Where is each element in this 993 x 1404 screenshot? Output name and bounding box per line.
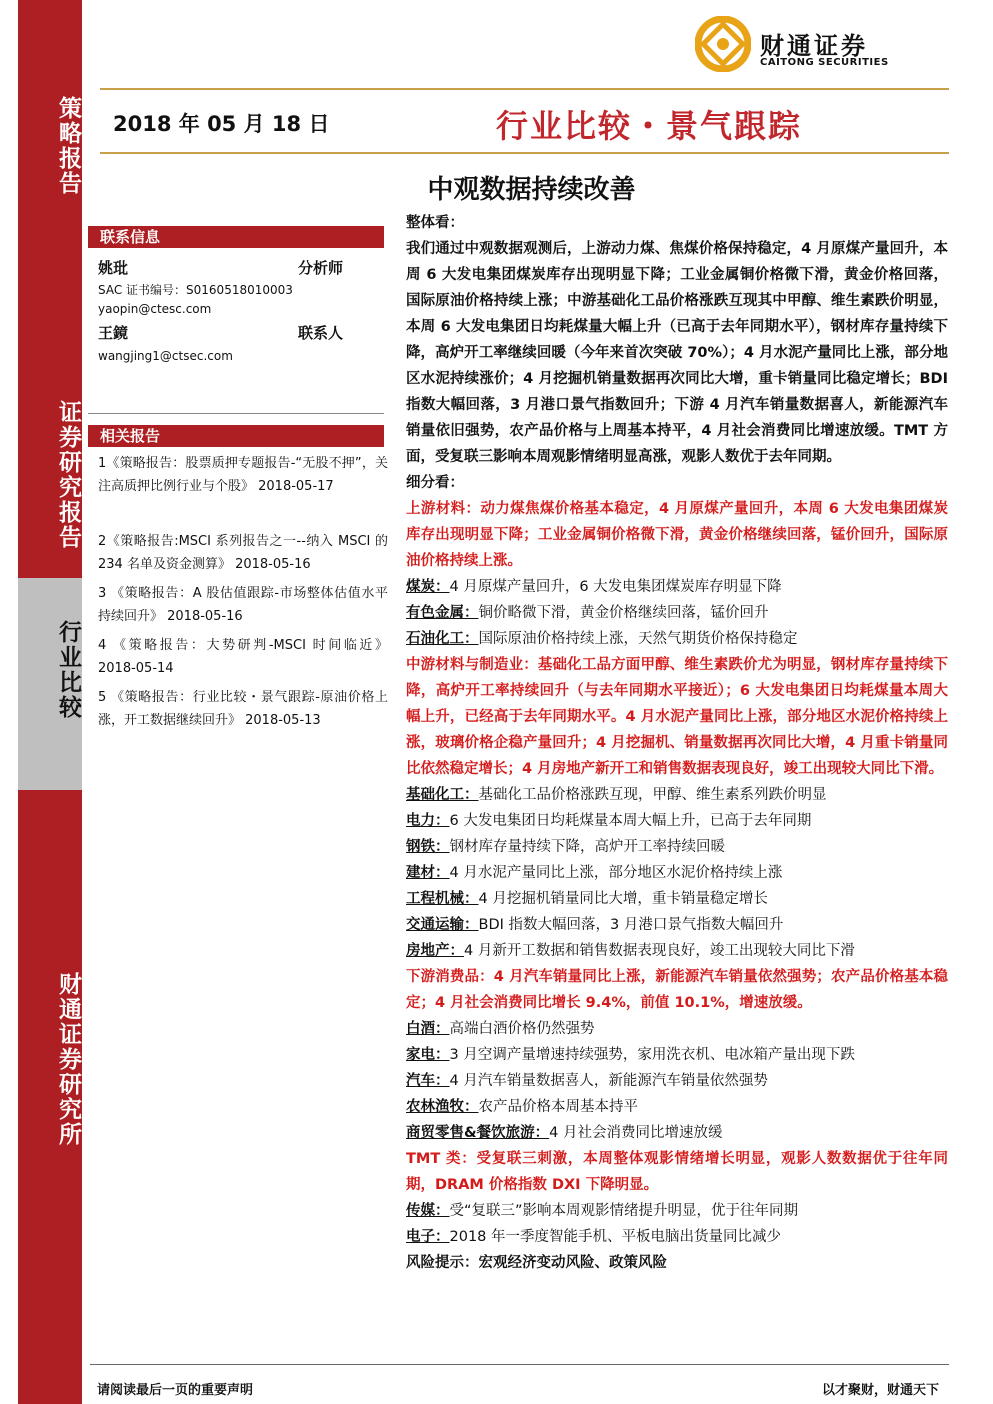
report-date: 2018 年 05 月 18 日 (113, 112, 330, 136)
overall-heading: 整体看： (406, 215, 464, 231)
sector-item: 交通运输：BDI 指数大幅回落，3 月港口景气指数大幅回升 (406, 917, 784, 933)
analyst-role: 分析师 (298, 259, 344, 277)
report-body (406, 210, 948, 1276)
sector-item: 传媒：受“复联三”影响本周观影情绪提升明显，优于往年同期 (406, 1203, 799, 1219)
tmt-summary: TMT 类：受复联三刺激，本周整体观影情绪增长明显，观影人数数据优于往年同期，DRAM 价格指数 DXI 下降明显。 (406, 1151, 948, 1193)
sector-item: 电子：2018 年一季度智能手机、平板电脑出货量同比减少 (406, 1229, 782, 1245)
detail-heading: 细分看： (406, 475, 464, 491)
sector-item: 家电：3 月空调产量增速持续强势，家用洗衣机、电冰箱产量出现下跌 (406, 1047, 855, 1063)
sidebar-tag-strategy: 策略报告 (55, 96, 81, 196)
sector-item: 工程机械：4 月挖掘机销量同比大增，重卡销量稳定增长 (406, 891, 768, 907)
related-item-5[interactable]: 5 《策略报告：行业比较・景气跟踪-原油价格上涨，开工数据继续回升》 2018-05-13 (98, 690, 388, 728)
sidebar-tag-research-report: 证券研究报告 (55, 400, 81, 550)
sector-item: 农林渔牧：农产品价格本周基本持平 (406, 1099, 638, 1115)
sector-item: 有色金属：铜价略微下滑，黄金价格继续回落，锰价回升 (406, 605, 769, 621)
sector-item: 石油化工：国际原油价格持续上涨，天然气期货价格保持稳定 (406, 631, 798, 647)
logo-name-cn: 财通证券 (760, 32, 868, 60)
sector-item: 房地产：4 月新开工数据和销售数据表现良好，竣工出现较大同比下滑 (406, 943, 855, 959)
related-heading: 相关报告 (88, 425, 384, 447)
logo-name-en: CAITONG SECURITIES (760, 57, 889, 68)
sector-item: 基础化工：基础化工品价格涨跌互现，甲醇、维生素系列跌价明显 (406, 787, 827, 803)
caitong-logo-icon (695, 16, 751, 72)
sector-item: 建材：4 月水泥产量同比上涨，部分地区水泥价格持续上涨 (406, 865, 783, 881)
sidebar-tag-institute: 财通证券研究所 (55, 972, 81, 1147)
related-item-1[interactable]: 1《策略报告：股票质押专题报告-“无股不押”，关注高质押比例行业与个股》 2018-05-17 (98, 456, 388, 494)
footer-divider (90, 1364, 949, 1365)
footer-disclaimer: 请阅读最后一页的重要声明 (97, 1383, 254, 1398)
contact-name: 王鏡 (98, 324, 129, 342)
related-item-3[interactable]: 3 《策略报告：A 股估值跟踪-市场整体估值水平持续回升》 2018-05-16 (98, 586, 388, 624)
title-divider (100, 152, 949, 154)
sector-item: 汽车：4 月汽车销量数据喜人，新能源汽车销量依然强势 (406, 1073, 768, 1089)
footer-slogan: 以才聚财，财通天下 (821, 1383, 939, 1398)
report-title: 行业比较・景气跟踪 (496, 107, 803, 145)
analyst-email[interactable]: yaopin@ctesc.com (98, 302, 212, 316)
midstream-summary: 中游材料与制造业：基础化工品方面甲醇、维生素跌价尤为明显，钢材库存量持续下降，高炉开工率持续回升（与去年同期水平接近）；6 大发电集团日均耗煤量本周大幅上升，已经高于去年同期水平。4 月水泥产量同比上涨，部分地区水泥价格持续上涨，玻璃价格企稳产量回升；4 月挖掘机、销量数据再次同比大增，4 月重卡销量同比依然稳定增长；4 月房地产新开工和销售数据表现良好，竣工出现较大同比下滑。 (406, 657, 948, 777)
related-item-4[interactable]: 4 《策略报告：大势研判-MSCI 时间临近》 2018-05-14 (98, 638, 388, 676)
overall-text: 我们通过中观数据观测后，上游动力煤、焦煤价格保持稳定，4 月原煤产量回升，本周 6 大发电集团煤炭库存出现明显下降；工业金属铜价格微下滑，黄金价格回落，国际原油价格持续上涨；中游基础化工品价格涨跌互现其中甲醇、维生素跌价明显，本周 6 大发电集团日均耗煤量大幅上升（已高于去年同期水平），钢材库存量持续下降，高炉开工率继续回暖（今年来首次突破 70%）；4 月水泥产量同比上涨，部分地区水泥持续涨价；4 月挖掘机销量数据再次同比大增，重卡销量同比稳定增长；BDI 指数大幅回落，3 月港口景气指数回升；下游 4 月汽车销量数据喜人，新能源汽车销量依旧强势，农产品价格与上周基本持平，4 月社会消费同比增速放缓。TMT 方面，受复联三影响本周观影情绪明显高涨，观影人数优于去年同期。 (406, 241, 948, 465)
risk-warning: 风险提示：宏观经济变动风险、政策风险 (406, 1255, 667, 1271)
sector-item: 煤炭：4 月原煤产量回升，6 大发电集团煤炭库存明显下降 (406, 579, 782, 595)
contact-divider (88, 413, 384, 414)
downstream-summary: 下游消费品：4 月汽车销量同比上涨，新能源汽车销量依然强势；农产品价格基本稳定；4 月社会消费同比增长 9.4%，前值 10.1%，增速放缓。 (406, 969, 948, 1011)
contact-role: 联系人 (298, 324, 344, 342)
upstream-summary: 上游材料：动力煤焦煤价格基本稳定，4 月原煤产量回升，本周 6 大发电集团煤炭库存出现明显下降；工业金属铜价格微下滑，黄金价格继续回落，锰价回升，国际原油价格持续上涨。 (406, 501, 948, 569)
sidebar (18, 0, 82, 1404)
analyst-cert: SAC 证书编号：S0160518010003 (98, 283, 293, 297)
sector-item: 商贸零售&餐饮旅游：4 月社会消费同比增速放缓 (406, 1125, 723, 1141)
related-item-2[interactable]: 2《策略报告:MSCI 系列报告之一--纳入 MSCI 的 234 名单及资金测算》 2018-05-16 (98, 534, 388, 572)
sector-item: 钢铁：钢材库存量持续下降，高炉开工率持续回暖 (406, 839, 725, 855)
sidebar-tag-industry: 行业比较 (55, 620, 81, 720)
sector-item: 白酒：高端白酒价格仍然强势 (406, 1021, 595, 1037)
header-divider (100, 88, 949, 90)
report-subtitle: 中观数据持续改善 (427, 175, 636, 205)
contact-heading: 联系信息 (88, 226, 384, 248)
sector-item: 电力：6 大发电集团日均耗煤量本周大幅上升，已高于去年同期 (406, 813, 812, 829)
contact-email[interactable]: wangjing1@ctsec.com (98, 349, 233, 363)
analyst-name: 姚玭 (98, 259, 129, 277)
